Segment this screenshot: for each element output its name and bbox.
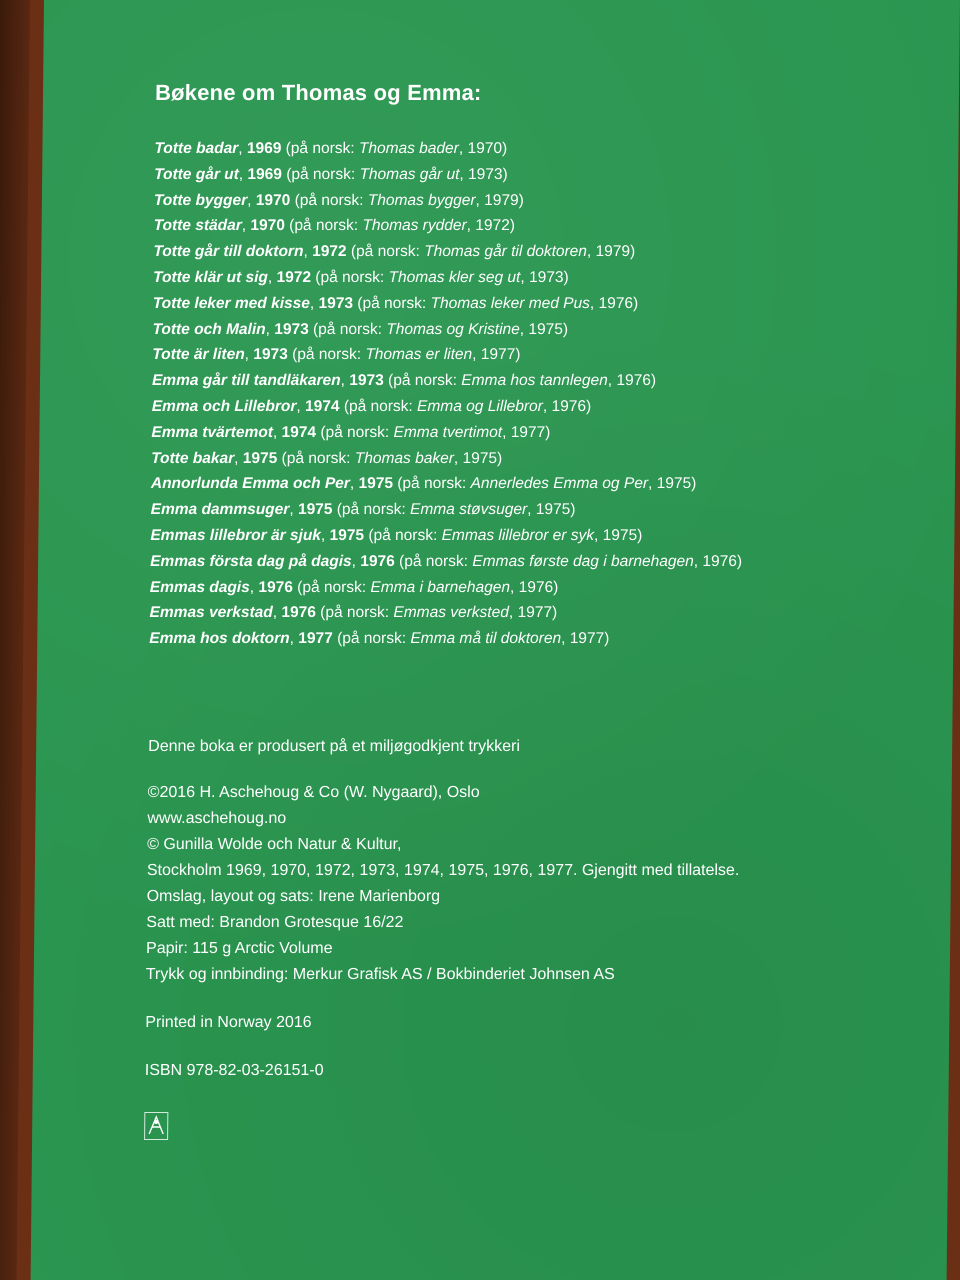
book-title: Emma hos doktorn: [149, 630, 290, 648]
book-entry: Totte är liten, 1973 (på norsk: Thomas er liten, 1977): [152, 346, 521, 364]
book-title: Emma tvärtemot: [151, 423, 274, 441]
book-year: 1973: [349, 372, 384, 390]
norwegian-title: Emma hos tannlegen: [461, 372, 608, 390]
norwegian-title: Thomas kler seg ut: [388, 268, 521, 286]
norwegian-title: Thomas bygger: [367, 191, 476, 209]
book-year: 1969: [246, 140, 282, 157]
norwegian-year: 1975): [602, 526, 643, 544]
norwegian-year: 1975): [462, 449, 503, 467]
book-entry: Totte bakar, 1975 (på norsk: Thomas baker, 1975): [151, 449, 503, 467]
norwegian-title: Thomas baker: [354, 449, 455, 467]
norwegian-year: 1977): [510, 423, 551, 441]
norwegian-title: Thomas og Kristine: [386, 320, 520, 338]
book-year: 1972: [276, 268, 312, 286]
book-entry: Totte bygger, 1970 (på norsk: Thomas bygger, 1979): [153, 191, 524, 209]
imprint-block: [144, 734, 908, 1140]
printed-in: Printed in Norway 2016: [145, 1013, 312, 1031]
norwegian-prefix: (på norsk:: [337, 630, 411, 648]
book-title: Totte klär ut sig: [153, 268, 269, 286]
norwegian-year: 1975): [528, 320, 569, 338]
book-entry: Totte klär ut sig, 1972 (på norsk: Thomas kler seg ut, 1973): [153, 268, 569, 286]
norwegian-prefix: (på norsk:: [292, 346, 366, 364]
publisher-logo-icon: [144, 1112, 168, 1140]
norwegian-prefix: (på norsk:: [320, 423, 394, 441]
book-title: Totte går till doktorn: [153, 243, 304, 261]
norwegian-prefix: (på norsk:: [336, 501, 411, 519]
book-year: 1973: [318, 294, 354, 312]
book-entry: Emma hos doktorn, 1977 (på norsk: Emma må til doktoren, 1977): [149, 630, 610, 648]
book-title: Emma och Lillebror: [151, 397, 297, 415]
eco-note: Denne boka er produsert på et miljøgodkjent trykkeri: [148, 737, 521, 755]
norwegian-title: Emma og Lillebror: [417, 397, 543, 415]
norwegian-prefix: (på norsk:: [312, 320, 387, 338]
book-year: 1973: [253, 346, 288, 364]
norwegian-title: Thomas går ut: [359, 165, 460, 183]
book-year: 1975: [358, 475, 394, 493]
book-entry: Totte och Malin, 1973 (på norsk: Thomas og Kristine, 1975): [152, 320, 569, 338]
book-entry: Totte städar, 1970 (på norsk: Thomas rydder, 1972): [153, 217, 516, 235]
book-entry: Totte går till doktorn, 1972 (på norsk: Thomas går til doktoren, 1979): [153, 243, 636, 261]
norwegian-title: Thomas rydder: [362, 217, 467, 235]
original-years: Stockholm 1969, 1970, 1972, 1973, 1974, 1975, 1976, 1977. Gjengitt med tillatelse.: [146, 861, 740, 879]
book-entry: Emma går till tandläkaren, 1973 (på norsk: Emma hos tannlegen, 1976): [151, 372, 657, 390]
book-entry: Emmas lillebror är sjuk, 1975 (på norsk: Emmas lillebror er syk, 1975): [150, 526, 643, 544]
norwegian-prefix: (på norsk:: [388, 372, 462, 390]
norwegian-year: 1979): [484, 191, 524, 209]
norwegian-prefix: (på norsk:: [399, 552, 473, 570]
book-title: Totte städar: [153, 217, 242, 235]
norwegian-title: Thomas bader: [358, 140, 459, 157]
norwegian-year: 1977): [480, 346, 521, 364]
norwegian-year: 1975): [656, 475, 697, 493]
norwegian-prefix: (på norsk:: [315, 268, 389, 286]
book-year: 1969: [247, 165, 283, 183]
design-credit: Omslag, layout og sats: Irene Marienborg: [146, 887, 441, 905]
book-entry: Emmas dagis, 1976 (på norsk: Emma i barnehagen, 1976): [149, 578, 559, 596]
book-title: Annorlunda Emma och Per: [150, 475, 350, 493]
book-entry: Emma dammsuger, 1975 (på norsk: Emma støvsuger, 1975): [150, 501, 576, 519]
typeface-credit: Satt med: Brandon Grotesque 16/22: [146, 913, 404, 931]
book-year: 1976: [360, 552, 395, 570]
norwegian-year: 1979): [595, 243, 636, 261]
norwegian-year: 1972): [475, 217, 516, 235]
norwegian-prefix: (på norsk:: [285, 140, 360, 157]
book-year: 1974: [304, 397, 340, 415]
norwegian-year: 1976): [598, 294, 639, 312]
norwegian-year: 1976): [616, 372, 657, 390]
norwegian-prefix: (på norsk:: [350, 243, 425, 261]
book-title: Emmas verkstad: [149, 604, 273, 622]
norwegian-title: Emmas første dag i barnehagen: [472, 552, 694, 570]
book-title: Emmas dagis: [149, 578, 250, 596]
original-copyright: © Gunilla Wolde och Natur & Kultur,: [147, 835, 402, 853]
norwegian-prefix: (på norsk:: [357, 294, 431, 312]
book-entry: Totte badar, 1969 (på norsk: Thomas bader, 1970): [154, 140, 508, 157]
book-title: Totte bakar: [151, 449, 235, 467]
norwegian-year: 1970): [467, 140, 508, 157]
book-title: Totte leker med kisse: [152, 294, 311, 312]
book-year: 1976: [258, 578, 293, 596]
norwegian-title: Emma støvsuger: [409, 501, 528, 519]
book-entry: Emmas första dag på dagis, 1976 (på norsk: Emmas første dag i barnehagen, 1976): [150, 552, 743, 570]
norwegian-year: 1976): [518, 578, 559, 596]
book-entry: Emmas verkstad, 1976 (på norsk: Emmas verksted, 1977): [149, 604, 558, 622]
book-year: 1975: [242, 449, 278, 467]
norwegian-title: Thomas leker med Pus: [430, 294, 591, 312]
book-entry: Totte går ut, 1969 (på norsk: Thomas går ut, 1973): [154, 165, 508, 183]
book-year: 1972: [312, 243, 347, 261]
book-title: Emmas första dag på dagis: [150, 552, 352, 570]
norwegian-prefix: (på norsk:: [297, 578, 371, 596]
book-title: Totte och Malin: [152, 320, 266, 338]
norwegian-year: 1976): [702, 552, 743, 570]
book-list: [149, 136, 914, 652]
series-heading: Bøkene om Thomas og Emma:: [154, 80, 482, 105]
book-title: Emma dammsuger: [150, 501, 290, 519]
book-page: [31, 0, 960, 1280]
norwegian-title: Emma tvertimot: [393, 423, 503, 441]
norwegian-prefix: (på norsk:: [320, 604, 394, 622]
norwegian-title: Emma i barnehagen: [370, 578, 511, 596]
norwegian-year: 1973): [467, 165, 508, 183]
book-title: Emmas lillebror är sjuk: [150, 526, 322, 544]
book-year: 1970: [250, 217, 285, 235]
norwegian-title: Thomas går til doktoren: [424, 243, 588, 261]
norwegian-year: 1977): [517, 604, 558, 622]
norwegian-title: Emmas lillebror er syk: [441, 526, 595, 544]
website: www.aschehoug.no: [147, 809, 287, 827]
book-year: 1977: [298, 630, 333, 648]
norwegian-year: 1973): [528, 268, 569, 286]
book-title: Totte går ut: [154, 165, 239, 183]
book-entry: Totte leker med kisse, 1973 (på norsk: Thomas leker med Pus, 1976): [152, 294, 639, 312]
paper-credit: Papir: 115 g Arctic Volume: [145, 939, 333, 957]
book-year: 1973: [274, 320, 309, 338]
book-year: 1974: [281, 423, 317, 441]
norwegian-title: Thomas er liten: [365, 346, 473, 364]
book-title: Totte är liten: [152, 346, 245, 364]
norwegian-title: Emmas verksted: [393, 604, 509, 622]
book-entry: Annorlunda Emma och Per, 1975 (på norsk: Annerledes Emma og Per, 1975): [150, 475, 697, 493]
norwegian-prefix: (på norsk:: [286, 165, 360, 183]
norwegian-year: 1976): [551, 397, 592, 415]
book-entry: Emma tvärtemot, 1974 (på norsk: Emma tvertimot, 1977): [151, 423, 551, 441]
norwegian-title: Emma må til doktoren: [410, 630, 562, 648]
norwegian-title: Annerledes Emma og Per: [470, 475, 649, 493]
book-year: 1970: [255, 191, 291, 209]
printing-credit: Trykk og innbinding: Merkur Grafisk AS / Bokbinderiet Johnsen AS: [145, 965, 615, 983]
norwegian-prefix: (på norsk:: [343, 397, 418, 415]
norwegian-prefix: (på norsk:: [397, 475, 471, 493]
book-year: 1976: [281, 604, 316, 622]
book-title: Emma går till tandläkaren: [151, 372, 341, 390]
book-title: Totte bygger: [153, 191, 248, 209]
norwegian-prefix: (på norsk:: [281, 449, 355, 467]
norwegian-prefix: (på norsk:: [289, 217, 363, 235]
isbn: ISBN 978-82-03-26151-0: [144, 1061, 324, 1079]
norwegian-prefix: (på norsk:: [294, 191, 368, 209]
copyright-line: ©2016 H. Aschehoug & Co (W. Nygaard), Oslo: [147, 783, 480, 801]
norwegian-year: 1977): [569, 630, 610, 648]
book-title: Totte badar: [154, 140, 239, 157]
book-year: 1975: [297, 501, 333, 519]
norwegian-year: 1975): [535, 501, 576, 519]
book-year: 1975: [329, 526, 365, 544]
colophon: [144, 80, 915, 1140]
norwegian-prefix: (på norsk:: [368, 526, 442, 544]
book-entry: Emma och Lillebror, 1974 (på norsk: Emma og Lillebror, 1976): [151, 397, 592, 415]
